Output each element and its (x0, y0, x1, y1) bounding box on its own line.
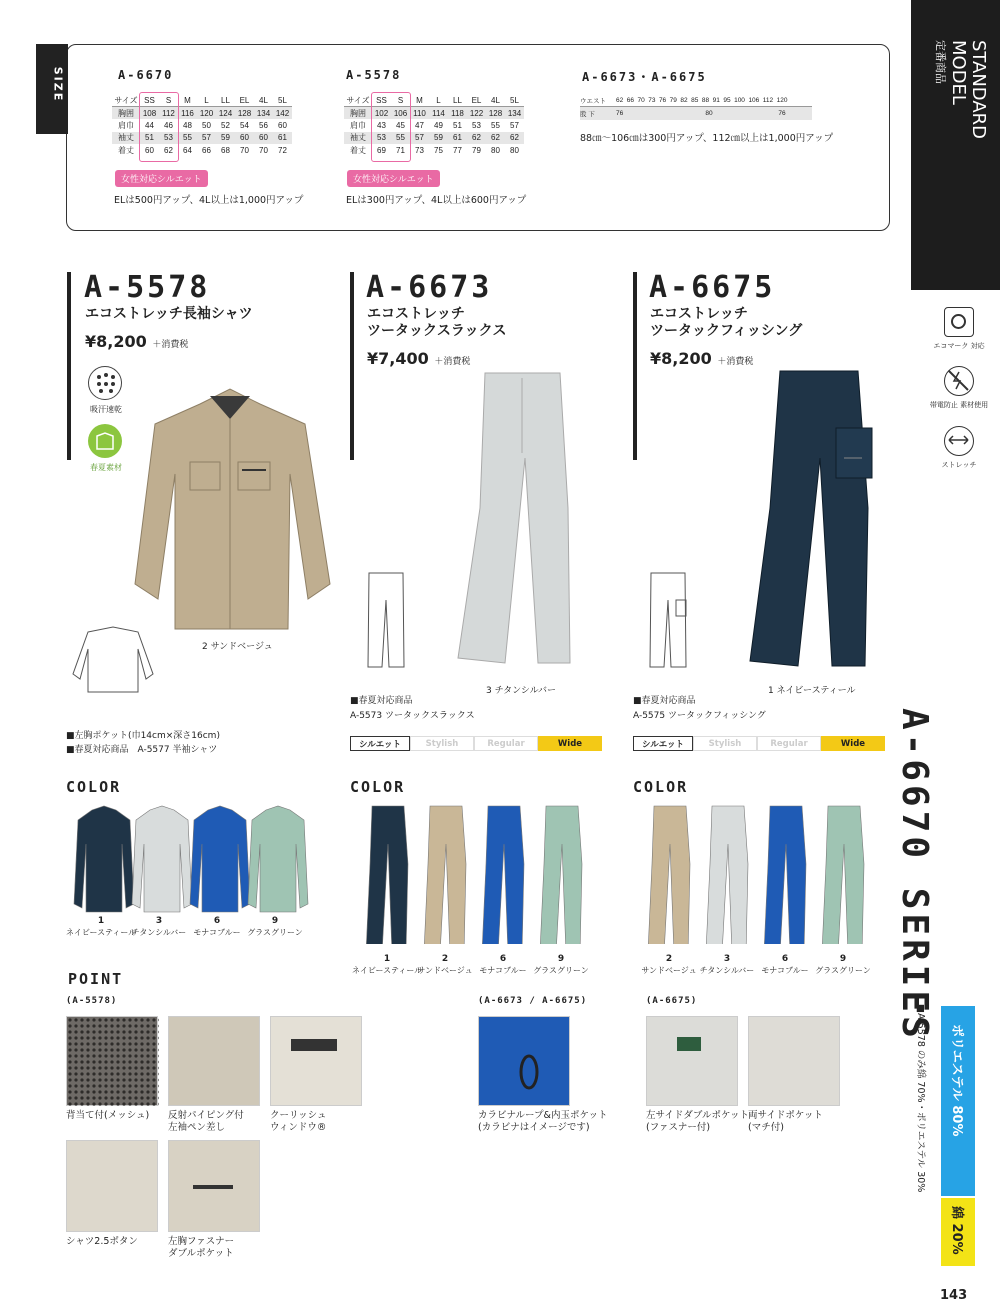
model-bar (633, 272, 637, 460)
point-photo-double-pocket (646, 1016, 738, 1106)
size-cell: 118 (448, 107, 467, 120)
color-name: グラスグリーン (533, 966, 589, 975)
size-cell: 46 (164, 120, 173, 130)
model-number: A-6675 (649, 270, 776, 305)
size-row-label: 着丈 (118, 145, 134, 155)
waist-value: 91 (712, 96, 720, 104)
size-cell: S (391, 94, 410, 107)
size-cell: 134 (505, 107, 524, 120)
size-cell: 57 (410, 132, 429, 145)
point-photo-window (270, 1016, 362, 1106)
product-name: ツータックスラックス (367, 323, 507, 339)
size-cell: EL (235, 94, 254, 107)
size-cell: 68 (221, 145, 230, 155)
size-cell: 50 (202, 120, 211, 130)
point-caption: クーリッシュ ウィンドウ® (270, 1110, 327, 1133)
size-cell: 56 (259, 120, 268, 130)
size-cell: 57 (197, 132, 216, 145)
waist-value: 85 (691, 96, 699, 104)
color-number: 6 (213, 916, 221, 926)
size-cell: 71 (396, 145, 405, 155)
waist-value: 82 (680, 96, 688, 104)
point-photo-chest-pocket (168, 1140, 260, 1232)
table-title-a6670: A-6670 (118, 68, 174, 82)
point-caption: 左胸ファスナー ダブルポケット (168, 1236, 235, 1259)
color-name: サンドベージュ (641, 966, 697, 975)
women-size-highlight (139, 92, 179, 162)
color-number: 9 (557, 954, 565, 964)
waist-value: 100 (734, 96, 745, 104)
main-color-label: 3 チタンシルバー (486, 686, 557, 696)
slacks-sketch (364, 570, 408, 670)
color-number: 2 (665, 954, 673, 964)
series-title: A-6670 SERIES (894, 708, 935, 1042)
size-cell: 53 (159, 132, 178, 145)
size-cell: 69 (377, 145, 386, 155)
point-caption: 反射パイピング付 左袖ペン差し (168, 1110, 244, 1133)
size-cell: 110 (410, 107, 429, 120)
size-cell: 53 (472, 120, 481, 130)
color-swatch-pants (532, 804, 596, 944)
product-price: ¥8,200 ＋消費税 (650, 349, 754, 368)
size-cell: L (429, 94, 448, 107)
size-cell: 62 (505, 132, 524, 145)
size-row-label: 肩巾 (350, 120, 366, 130)
size-cell: 128 (486, 107, 505, 120)
summer-material-label: 春夏素材 (90, 463, 122, 472)
eco-mark-label: エコマーク 対応 (933, 342, 985, 350)
size-cell: 79 (472, 145, 481, 155)
product-note: A-5575 ツータックフィッシング (633, 711, 766, 721)
summer-material-icon (88, 424, 122, 458)
point-heading: POINT (68, 970, 124, 988)
size-row-label: 袖丈 (112, 132, 140, 145)
standard-model-banner: STANDARD MODEL 定番商品 (911, 0, 1000, 290)
page-number: 143 (940, 1288, 968, 1303)
size-cell: 51 (453, 120, 462, 130)
color-name: サンドベージュ (417, 966, 473, 975)
point-photo-mesh (66, 1016, 158, 1106)
size-cell: 142 (273, 107, 292, 120)
point-photo-carabiner (478, 1016, 570, 1106)
size-cell: 62 (467, 132, 486, 145)
size-cell: 60 (145, 145, 154, 155)
size-cell: 128 (235, 107, 254, 120)
women-silhouette-badge: 女性対応シルエット (115, 170, 208, 187)
size-cell: 59 (429, 132, 448, 145)
size-note-a6673: 88㎝～106㎝は300円アップ、112㎝以上は1,000円アップ (580, 133, 834, 144)
size-cell: 60 (254, 132, 273, 145)
shirt-main-image (130, 384, 340, 634)
point-caption: カラビナループ&内玉ポケット (カラビナはイメージです) (478, 1110, 608, 1133)
women-silhouette-badge: 女性対応シルエット (347, 170, 440, 187)
color-number: 9 (271, 916, 279, 926)
point-caption: シャツ2.5ボタン (66, 1236, 138, 1247)
point-photo-side-pocket (748, 1016, 840, 1106)
color-number: 1 (97, 916, 105, 926)
point-caption: 両サイドポケット (マチ付) (748, 1110, 823, 1133)
size-note-a6670: ELは500円アップ、4L以上は1,000円アップ (114, 195, 304, 206)
point-group-label: (A-6675) (646, 996, 698, 1006)
size-cell: 61 (273, 132, 292, 145)
size-cell: 134 (254, 107, 273, 120)
size-cell: 5L (273, 94, 292, 107)
size-cell: EL (467, 94, 486, 107)
polyester-badge: ポリエステル 80% (941, 1006, 975, 1196)
size-cell: 4L (486, 94, 505, 107)
size-cell: 80 (510, 145, 519, 155)
quick-dry-icon (88, 366, 122, 400)
waist-value: 76 (658, 96, 667, 104)
size-cell: 47 (415, 120, 424, 130)
table-title-a6673: A-6673・A-6675 (582, 70, 707, 84)
size-row-label: 胸囲 (344, 107, 372, 120)
material-note-wrap (915, 1004, 929, 1244)
color-number: 6 (499, 954, 507, 964)
color-swatch-pants (756, 804, 820, 944)
size-cell: 48 (183, 120, 192, 130)
waist-value: 73 (648, 96, 656, 104)
model-bar (67, 272, 71, 460)
size-cell: 4L (254, 94, 273, 107)
size-row-label: 袖丈 (344, 132, 372, 145)
size-cell: 55 (178, 132, 197, 145)
product-note: A-5573 ツータックスラックス (350, 711, 475, 721)
waist-value: 88 (701, 96, 710, 104)
color-heading: COLOR (66, 778, 122, 796)
size-note-a5578: ELは300円アップ、4L以上は600円アップ (346, 195, 527, 206)
waist-table: ウエスト 62 66 70 73 76 79 82 85 88 91 95 100 106 112 120 股 下 76 80 76 (580, 94, 812, 120)
antistatic-icon (944, 366, 974, 396)
color-name: ネイビースティール (352, 966, 423, 975)
size-cell: SS (372, 94, 391, 107)
color-name: モナコブルー (193, 928, 241, 937)
size-cell: L (197, 94, 216, 107)
size-cell: 73 (415, 145, 424, 155)
point-group-label: (A-6673 / A-6675) (478, 996, 588, 1006)
product-name: エコストレッチ (367, 306, 465, 322)
size-cell: 61 (448, 132, 467, 145)
size-cell: 116 (178, 107, 197, 120)
size-row-label: 肩巾 (118, 120, 134, 130)
color-swatch-pants (640, 804, 704, 944)
size-cell: 102 (372, 107, 391, 120)
size-cell: 60 (235, 132, 254, 145)
size-cell: 124 (216, 107, 235, 120)
size-cell: 5L (505, 94, 524, 107)
model-bar (350, 272, 354, 460)
size-cell: 55 (391, 132, 410, 145)
waist-value: 106 (748, 96, 760, 104)
size-cell: 53 (372, 132, 391, 145)
size-cell: LL (448, 94, 467, 107)
size-cell: 108 (140, 107, 159, 120)
main-color-label: 2 サンドベージュ (202, 642, 273, 652)
main-color-label: 1 ネイビースティール (768, 686, 856, 696)
size-cell: 59 (216, 132, 235, 145)
table-title-a5578: A-5578 (346, 68, 402, 82)
color-swatch-pants (814, 804, 878, 944)
size-cell: S (159, 94, 178, 107)
color-name: モナコブルー (761, 966, 809, 975)
size-cell: 45 (396, 120, 405, 130)
point-photo-pen-pocket (168, 1016, 260, 1106)
product-name: エコストレッチ長袖シャツ (85, 306, 253, 322)
size-cell: 60 (278, 120, 287, 130)
size-cell: 62 (486, 132, 505, 145)
product-note: ■春夏対応商品 A-5577 半袖シャツ (66, 745, 218, 755)
point-caption: 左サイドダブルポケット (ファスナー付) (646, 1110, 749, 1133)
size-row-label: サイズ (344, 94, 372, 107)
waist-value: 62 (616, 96, 624, 104)
color-name: ネイビースティール (66, 928, 137, 937)
waist-value: 66 (626, 96, 634, 104)
size-cell: 77 (453, 145, 462, 155)
size-cell: M (178, 94, 197, 107)
size-row-label: サイズ (112, 94, 140, 107)
size-cell: 80 (491, 145, 500, 155)
color-heading: COLOR (350, 778, 406, 796)
women-size-highlight (371, 92, 411, 162)
size-cell: 112 (159, 107, 178, 120)
color-name: チタンシルバー (131, 928, 187, 937)
fishing-pants-sketch (646, 570, 690, 670)
size-cell: LL (216, 94, 235, 107)
color-number: 6 (781, 954, 789, 964)
stretch-label: ストレッチ (941, 461, 977, 469)
product-price: ¥8,200 ＋消費税 (85, 332, 189, 351)
size-cell: SS (140, 94, 159, 107)
product-price: ¥7,400 ＋消費税 (367, 349, 471, 368)
waist-value: 70 (637, 96, 645, 104)
color-number: 1 (383, 954, 391, 964)
color-name: グラスグリーン (247, 928, 303, 937)
size-cell: 57 (510, 120, 519, 130)
color-name: チタンシルバー (699, 966, 755, 975)
size-cell: 44 (145, 120, 154, 130)
antistatic-label: 帯電防止 素材使用 (929, 401, 989, 409)
waist-value: 79 (669, 96, 677, 104)
model-number: A-5578 (84, 270, 211, 305)
point-caption: 背当て付(メッシュ) (66, 1110, 150, 1121)
color-name: モナコブルー (479, 966, 527, 975)
model-number: A-6673 (366, 270, 493, 305)
color-heading: COLOR (633, 778, 689, 796)
silhouette-scale: シルエット Stylish Regular Wide (633, 736, 885, 751)
size-cell: 75 (434, 145, 443, 155)
point-photo-collar (66, 1140, 158, 1232)
size-cell: 64 (183, 145, 192, 155)
color-swatch-pants (416, 804, 480, 944)
size-cell: M (410, 94, 429, 107)
quick-dry-label: 吸汗速乾 (90, 405, 122, 414)
color-number: 9 (839, 954, 847, 964)
size-cell: 106 (391, 107, 410, 120)
product-note: ■春夏対応商品 (633, 696, 696, 706)
color-swatch-pants (698, 804, 762, 944)
size-cell: 54 (240, 120, 249, 130)
waist-value: 120 (776, 96, 788, 104)
size-cell: 66 (202, 145, 211, 155)
size-cell: 49 (434, 120, 443, 130)
size-cell: 62 (164, 145, 173, 155)
size-cell: 70 (259, 145, 268, 155)
color-number: 3 (155, 916, 163, 926)
color-number: 2 (441, 954, 449, 964)
eco-mark-icon (944, 307, 974, 337)
color-name: グラスグリーン (815, 966, 871, 975)
product-note: ■左胸ポケット(巾14cm×深さ16cm) (66, 731, 220, 741)
color-number: 3 (723, 954, 731, 964)
size-cell: 43 (377, 120, 386, 130)
silhouette-scale: シルエット Stylish Regular Wide (350, 736, 602, 751)
waist-value: 112 (762, 96, 774, 104)
size-tab: SIZE (36, 44, 68, 134)
shirt-back-sketch (68, 624, 158, 694)
color-swatch-pants (474, 804, 538, 944)
waist-value: 95 (723, 96, 731, 104)
slacks-main-image (450, 368, 580, 668)
size-cell: 51 (140, 132, 159, 145)
size-cell: 72 (278, 145, 287, 155)
size-cell: 122 (467, 107, 486, 120)
product-note: ■春夏対応商品 (350, 696, 413, 706)
size-cell: 55 (491, 120, 500, 130)
size-cell: 120 (197, 107, 216, 120)
stretch-icon (944, 426, 974, 456)
fishing-pants-main-image (740, 368, 880, 668)
size-row-label: 着丈 (350, 145, 366, 155)
size-cell: 52 (221, 120, 230, 130)
size-cell: 114 (429, 107, 448, 120)
color-swatch-pants (358, 804, 422, 944)
product-name: ツータックフィッシング (650, 323, 803, 339)
material-note: ■A-5578 のみ綿 70%・ポリエステル 30% (915, 1004, 926, 1193)
size-row-label: 胸囲 (112, 107, 140, 120)
cotton-badge: 綿 20% (941, 1198, 975, 1266)
product-name: エコストレッチ (650, 306, 748, 322)
size-cell: 70 (240, 145, 249, 155)
point-group-label: (A-5578) (66, 996, 118, 1006)
